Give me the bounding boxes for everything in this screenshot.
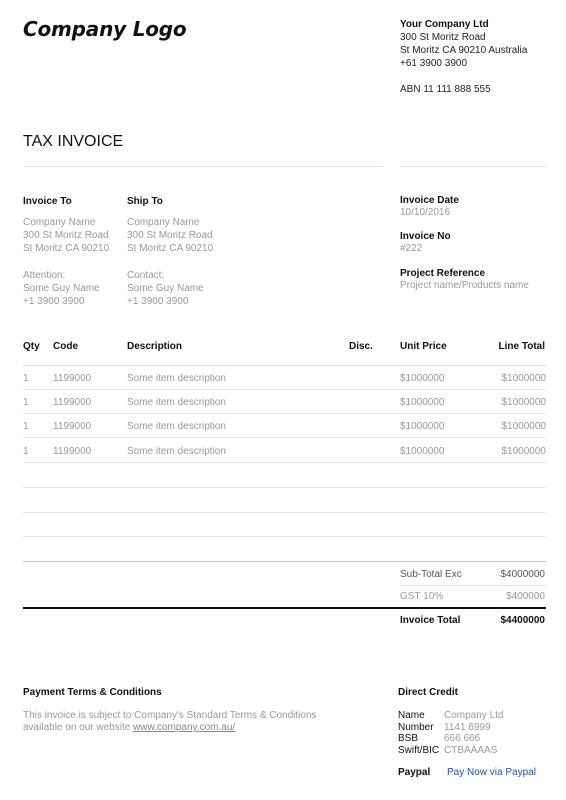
company-address-line-1: 300 St Moritz Road <box>400 32 486 43</box>
paypal-label: Paypal <box>398 767 431 778</box>
invoice-number-label: Invoice No <box>400 231 451 242</box>
column-header-qty: Qty <box>23 341 40 352</box>
invoice-number-block <box>400 231 451 254</box>
row-line-total: $1000000 <box>501 373 546 384</box>
bank-number-value: 1141 6999 <box>444 721 491 733</box>
column-header-unit-price: Unit Price <box>400 341 447 352</box>
ship-to-name: Company Name <box>127 217 200 228</box>
row-unit-price: $1000000 <box>400 397 445 408</box>
project-reference-value: Project name/Products name <box>400 280 529 291</box>
row-code: 1199000 <box>53 397 92 408</box>
company-name: Your Company Ltd <box>400 19 489 30</box>
column-header-code: Code <box>53 341 78 352</box>
invoice-to-contact-label: Attention: <box>23 270 66 281</box>
company-website-link[interactable]: www.company.com.au/ <box>133 722 236 733</box>
column-header-description: Description <box>127 341 183 352</box>
row-description: Some item description <box>127 397 226 408</box>
payment-terms-prefix: available on our website <box>23 722 134 733</box>
bank-swift-value: CTBAAAAS <box>444 744 498 756</box>
row-description: Some item description <box>127 421 226 432</box>
invoice-to-block <box>23 195 109 308</box>
invoice-total-value: $4400000 <box>500 615 545 626</box>
table-row <box>23 414 546 438</box>
payment-terms-line-2 <box>23 722 333 734</box>
ship-to-contact-name: Some Guy Name <box>127 283 204 294</box>
row-unit-price: $1000000 <box>400 421 445 432</box>
table-end-divider <box>23 561 546 562</box>
ship-to-phone: +1 3900 3900 <box>127 296 189 307</box>
row-line-total: $1000000 <box>501 446 546 457</box>
row-qty: 1 <box>23 373 29 384</box>
subtotal-divider <box>400 585 546 586</box>
direct-credit-heading: Direct Credit <box>398 687 459 698</box>
row-code: 1199000 <box>53 446 92 457</box>
empty-row-divider <box>23 487 546 488</box>
table-row <box>23 439 546 463</box>
column-header-line-total: Line Total <box>498 341 545 352</box>
row-description: Some item description <box>127 373 226 384</box>
row-line-total: $1000000 <box>501 421 546 432</box>
row-qty: 1 <box>23 397 29 408</box>
bank-details <box>398 710 503 756</box>
row-code: 1199000 <box>53 373 92 384</box>
row-qty: 1 <box>23 446 29 457</box>
column-header-disc: Disc. <box>349 341 373 352</box>
ship-to-address-2: St Moritz CA 90210 <box>127 243 214 254</box>
gst-value: $400000 <box>506 591 545 602</box>
row-code: 1199000 <box>53 421 92 432</box>
bank-name-label: Name <box>398 710 425 721</box>
payment-terms-heading: Payment Terms & Conditions <box>23 687 162 698</box>
empty-row-divider <box>23 512 546 513</box>
row-unit-price: $1000000 <box>400 446 445 457</box>
gst-label: GST 10% <box>400 591 444 602</box>
ship-to-block <box>127 195 213 308</box>
company-details <box>400 18 527 96</box>
table-row <box>23 366 546 390</box>
invoice-date-block <box>400 195 459 218</box>
title-divider <box>23 166 383 167</box>
company-phone: +61 3900 3900 <box>400 58 468 69</box>
subtotal-value: $4000000 <box>500 569 545 580</box>
paypal-pay-link[interactable]: Pay Now via Paypal <box>447 767 536 778</box>
row-line-total: $1000000 <box>501 397 546 408</box>
bank-number-label: Number <box>398 721 434 733</box>
table-row <box>23 390 546 414</box>
invoice-number-value: #222 <box>400 243 423 254</box>
invoice-to-phone: +1 3900 3900 <box>23 296 85 307</box>
project-reference-block <box>400 268 529 291</box>
bank-swift-label: Swift/BIC <box>398 744 440 756</box>
bank-bsb-label: BSB <box>398 733 419 744</box>
row-qty: 1 <box>23 421 29 432</box>
invoice-total-label: Invoice Total <box>400 615 461 626</box>
invoice-to-heading: Invoice To <box>23 196 72 207</box>
total-divider <box>23 607 546 609</box>
company-logo: Company Logo <box>23 17 187 41</box>
invoice-to-address-2: St Moritz CA 90210 <box>23 243 110 254</box>
payment-terms-text <box>23 710 333 734</box>
empty-row-divider <box>23 536 546 537</box>
page-title: TAX INVOICE <box>23 133 124 150</box>
bank-name-value: Company Ltd <box>444 710 504 721</box>
invoice-date-value: 10/10/2016 <box>400 207 451 218</box>
row-unit-price: $1000000 <box>400 373 445 384</box>
invoice-date-label: Invoice Date <box>400 195 459 206</box>
project-reference-label: Project Reference <box>400 268 486 279</box>
payment-terms-line-1: This invoice is subject to Company's Standard Terms & Conditions <box>23 710 317 721</box>
company-abn: ABN 11 111 888 555 <box>400 84 491 95</box>
company-address-line-2: St Moritz CA 90210 Australia <box>400 45 528 56</box>
ship-to-contact-label: Contact: <box>127 270 165 281</box>
ship-to-address-1: 300 St Moritz Road <box>127 230 213 241</box>
subtotal-label: Sub-Total Exc <box>400 569 462 580</box>
invoice-to-name: Company Name <box>23 217 96 228</box>
row-description: Some item description <box>127 446 226 457</box>
ship-to-heading: Ship To <box>127 196 163 207</box>
invoice-to-address-1: 300 St Moritz Road <box>23 230 109 241</box>
bank-bsb-value: 666 666 <box>444 733 481 744</box>
title-divider-right <box>400 166 546 167</box>
invoice-to-contact-name: Some Guy Name <box>23 283 100 294</box>
